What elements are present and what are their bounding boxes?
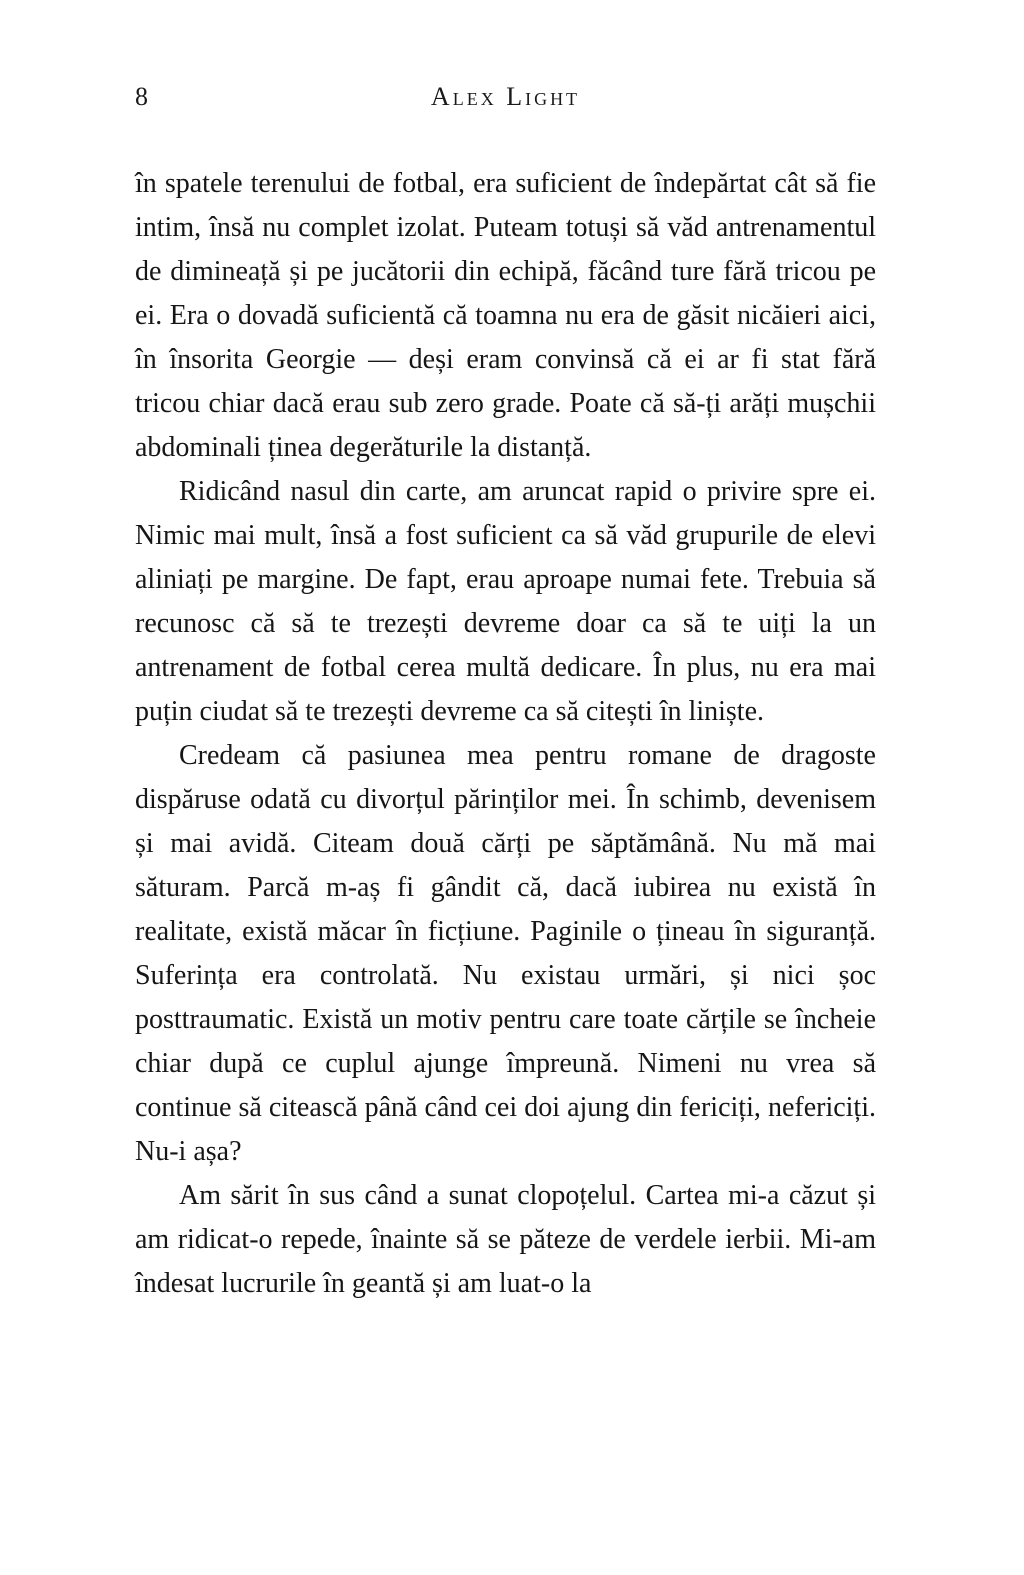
paragraph: Credeam că pasiunea mea pentru romane de dragoste dispăruse odată cu divorțul părinților mei. În schimb, devenisem și mai avidă. Citeam două cărți pe săptămână. Nu mă mai săturam. Parcă m-aș fi gândit că, dacă iubirea nu există în realitate, există măcar în ficțiune. Paginile o țineau în siguranță. Suferința era controlată. Nu existau urmări, și nici șoc posttraumatic. Există un motiv pentru care toate cărțile se încheie chiar după ce cuplul ajunge împreună. Nimeni nu vrea să continue să citească până când cei doi ajung din fericiți, nefericiți. Nu-i așa? [135, 740, 876, 1167]
paragraph: Am sărit în sus când a sunat clopoțelul. Cartea mi-a căzut și am ridicat-o repede, înainte să se păteze de verdele ierbii. Mi-am îndesat lucrurile în geantă și am luat-o la [135, 1180, 876, 1299]
paragraph: Ridicând nasul din carte, am aruncat rapid o privire spre ei. Nimic mai mult, însă a fost suficient ca să văd grupurile de elevi aliniați pe margine. De fapt, erau aproape numai fete. Trebuia să recunosc că să te trezești devreme doar ca să te uiți la un antrenament de fotbal cerea multă dedicare. În plus, nu era mai puțin ciudat să te trezești devreme ca să citești în liniște. [135, 476, 876, 727]
page-number: 8 [135, 82, 148, 111]
running-head: Alex Light [430, 82, 581, 111]
paragraph: în spatele terenului de fotbal, era suficient de îndepărtat cât să fie intim, însă nu complet izolat. Puteam totuși să văd antrenamentul de dimineață și pe jucătorii din echipă, făcând ture fără tricou pe ei. Era o dovadă suficientă că toamna nu era de găsit nicăieri aici, în însorita Georgie — deși eram convinsă că ei ar fi stat fără tricou chiar dacă erau sub zero grade. Poate că să-ți arăți mușchii abdominali ținea degerăturile la distanță. [135, 168, 876, 463]
page-header [135, 80, 876, 114]
body-text [135, 162, 876, 1306]
